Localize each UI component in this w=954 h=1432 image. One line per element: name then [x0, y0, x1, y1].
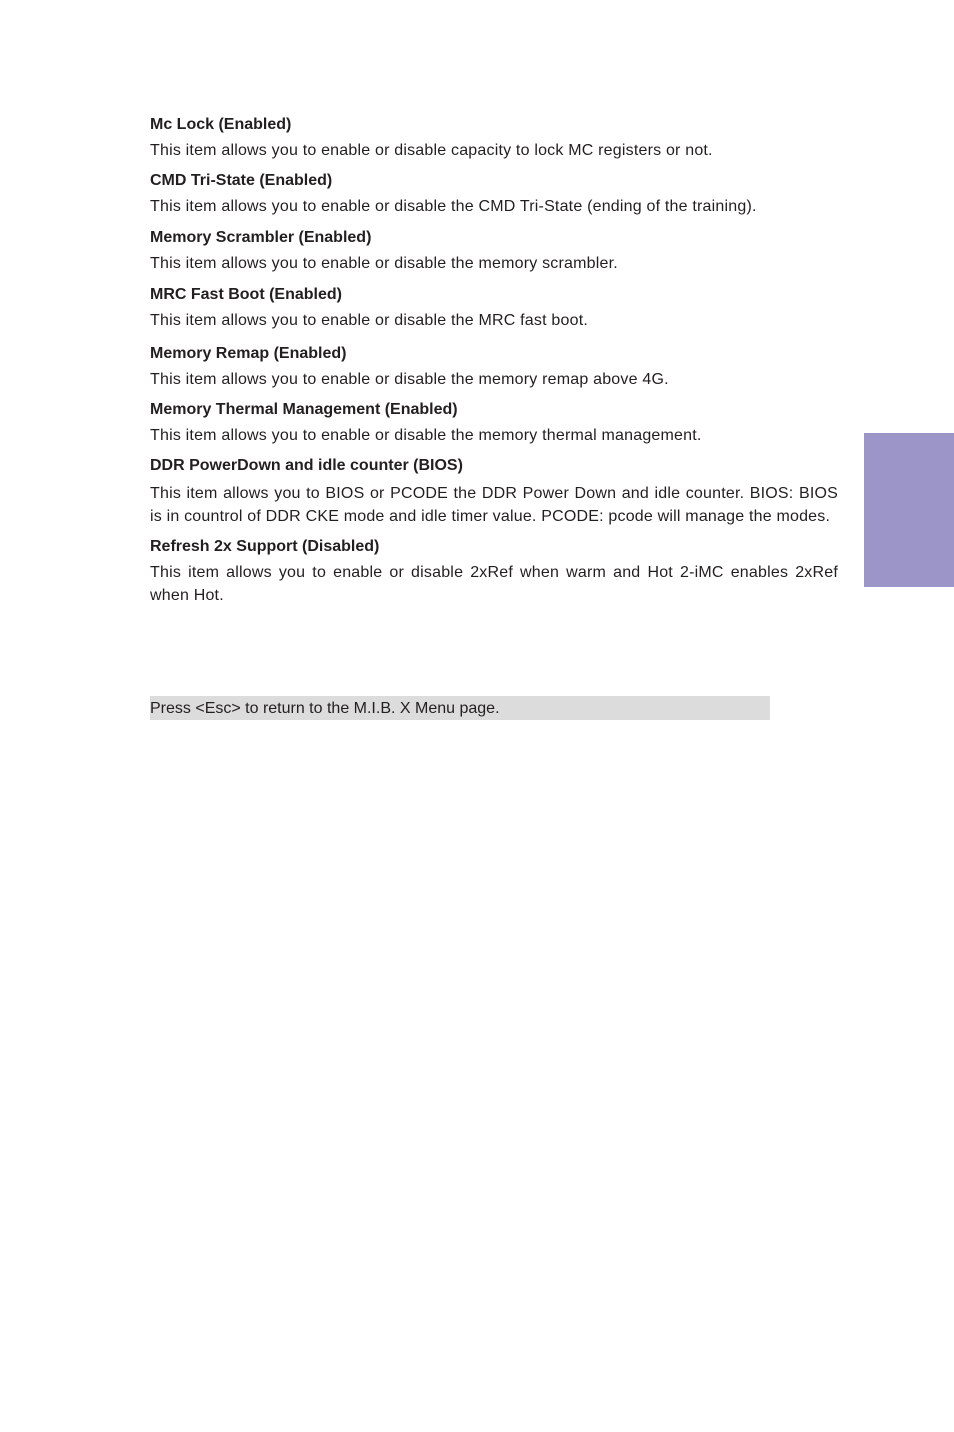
- item-refresh-2x-support: [150, 536, 838, 607]
- item-title: Refresh 2x Support (Disabled): [150, 538, 380, 555]
- item-memory-scrambler: [150, 227, 838, 275]
- item-description: This item allows you to enable or disable the memory remap above 4G.: [150, 371, 669, 388]
- item-memory-remap: [150, 343, 838, 391]
- item-description: This item allows you to enable or disable the memory thermal management.: [150, 427, 702, 444]
- item-description: This item allows you to enable or disable 2xRef when warm and Hot 2-iMC enables 2xRef when Hot.: [150, 564, 838, 604]
- item-title: MRC Fast Boot (Enabled): [150, 286, 342, 303]
- item-title: CMD Tri-State (Enabled): [150, 172, 333, 189]
- item-memory-thermal-management: [150, 399, 838, 447]
- item-description: This item allows you to enable or disable capacity to lock MC registers or not.: [150, 142, 713, 159]
- item-description: This item allows you to enable or disable the CMD Tri-State (ending of the training).: [150, 198, 757, 215]
- item-title: Memory Scrambler (Enabled): [150, 229, 372, 246]
- settings-description-list: [150, 114, 838, 615]
- item-description: This item allows you to enable or disable the memory scrambler.: [150, 255, 618, 272]
- chapter-side-tab: [864, 433, 954, 587]
- item-description: This item allows you to enable or disable the MRC fast boot.: [150, 312, 588, 329]
- esc-return-note: Press <Esc> to return to the M.I.B. X Menu page.: [150, 696, 770, 720]
- item-mrc-fast-boot: [150, 284, 838, 332]
- item-cmd-tri-state: [150, 170, 838, 218]
- item-title: Memory Thermal Management (Enabled): [150, 401, 458, 418]
- item-title: DDR PowerDown and idle counter (BIOS): [150, 457, 463, 474]
- item-description: This item allows you to BIOS or PCODE the DDR Power Down and idle counter. BIOS: BIOS is in countrol of DDR CKE mode and idle timer value. PCODE: pcode will manage the modes.: [150, 485, 838, 525]
- item-title: Memory Remap (Enabled): [150, 345, 347, 362]
- item-title: Mc Lock (Enabled): [150, 116, 292, 133]
- item-ddr-powerdown: [150, 455, 838, 528]
- item-mc-lock: [150, 114, 838, 162]
